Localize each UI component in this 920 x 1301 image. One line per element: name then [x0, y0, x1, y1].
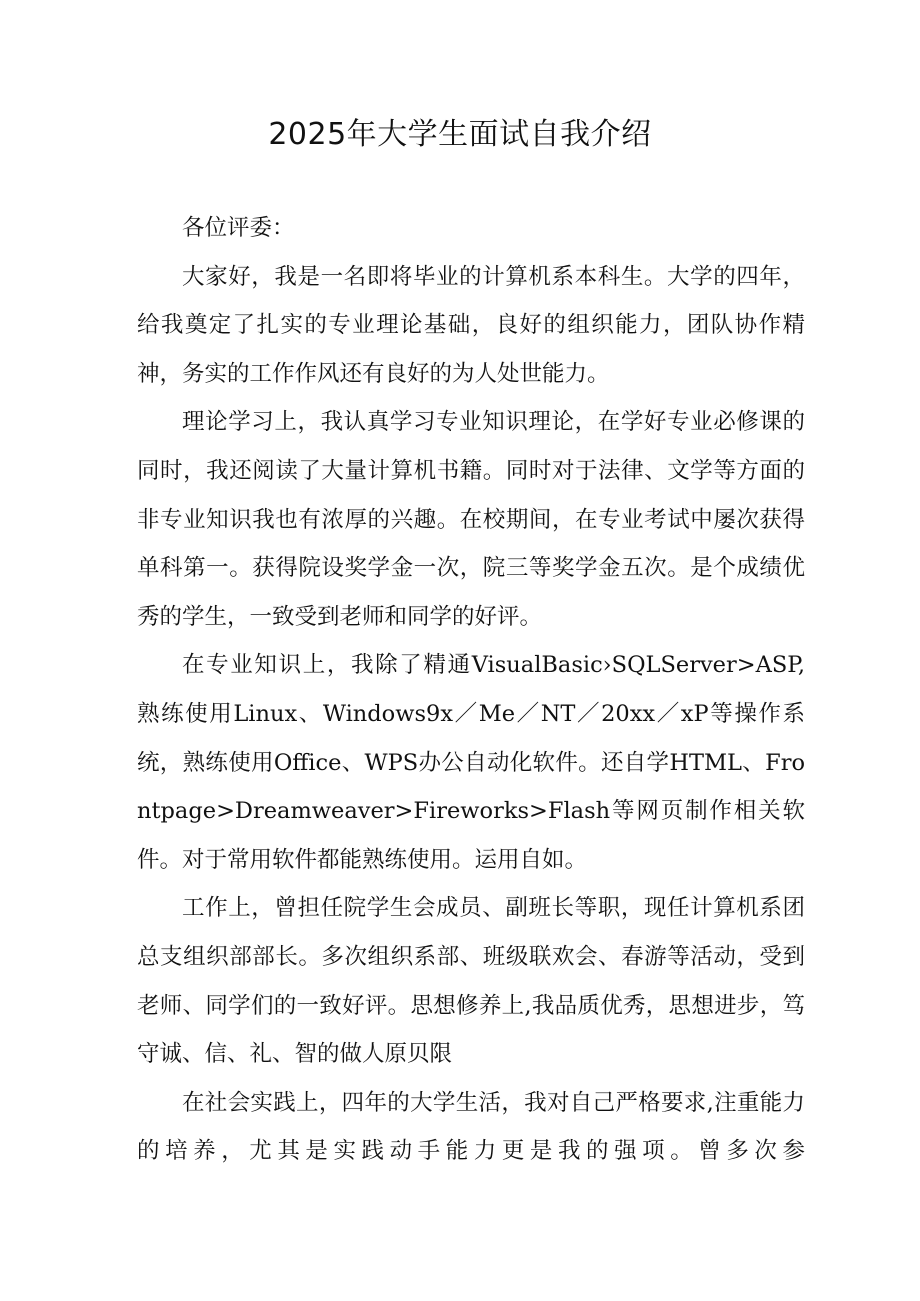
paragraph-greeting: 大家好，我是一名即将毕业的计算机系本科生。大学的四年，给我奠定了扎实的专业理论基础，良好的组织能力，团队协作精神，务实的工作作风还有良好的为人处世能力。 — [137, 263, 805, 387]
salutation: 各位评委： — [182, 215, 295, 241]
document-title: 2025年大学生面试自我介绍 — [268, 117, 652, 152]
paragraph-professional-skills: 在专业知识上，我除了精通VisualBasic›SQLServer>ASP,熟练使用Linux、Windows9x／Me／NT／20xx／xP等操作系统，熟练使用Office、WPS办公自动化软件。还自学HTML、Frontpage>Dreamweaver>Fireworks>Flash等网页制作相关软件。对于常用软件都能熟练使用。运用自如。 — [137, 652, 805, 873]
document-body — [137, 204, 805, 1176]
paragraph-theory-study: 理论学习上，我认真学习专业知识理论，在学好专业必修课的同时，我还阅读了大量计算机书籍。同时对于法律、文学等方面的非专业知识我也有浓厚的兴趣。在校期间，在专业考试中屡次获得单科第一。获得院设奖学金一次，院三等奖学金五次。是个成绩优秀的学生，一致受到老师和同学的好评。 — [137, 409, 805, 630]
paragraph-work-experience: 工作上，曾担任院学生会成员、副班长等职，现任计算机系团总支组织部部长。多次组织系部、班级联欢会、春游等活动，受到老师、同学们的一致好评。思想修养上,我品质优秀，思想进步，笃守诚、信、礼、智的做人原贝限 — [137, 895, 805, 1068]
paragraph-social-practice: 在社会实践上，四年的大学生活，我对自己严格要求,注重能力的培养，尤其是实践动手能力更是我的强项。曾多次参 — [137, 1089, 805, 1165]
